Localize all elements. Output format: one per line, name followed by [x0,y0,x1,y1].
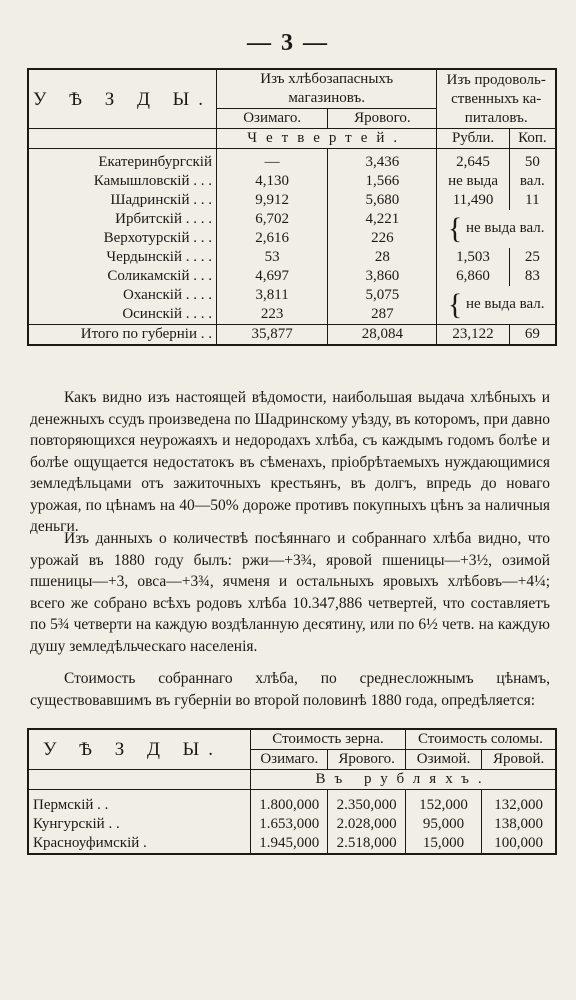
table-row: Екатеринбургскій — 3,436 2,645 50 [28,153,556,172]
column-header-ozim: Озимаго. [217,109,328,129]
paragraph-harvest: Изъ данныхъ о количествѣ посѣяннаго и собраннаго хлѣба видно, что урожай въ 1880 году былъ: ржи—+3¾, яровой пшеницы—+3½, озимой пшеницы—+3, овса—+3¾, ячменя и остальныхъ яровыхъ хлѣбовъ—+4¼; всего же собрано всѣхъ родовъ хлѣба 10.347,886 четвертей, что составляетъ по 5¾ четверти на каждую воздѣланную десятину, или по 6½ четв. на каждую душу земледѣльческаго населенія. [30,530,550,655]
paragraph-cost-intro: Стоимость собраннаго хлѣба, по среднесложнымъ цѣнамъ, существовавшимъ въ губерніи во второй половинѣ 1880 года, опредѣляется: [30,670,550,709]
table-row: Камышловскій . . . 4,130 1,566 не выда вал. [28,172,556,191]
table-row: Шадринскій . . . 9,912 5,680 11,490 11 [28,191,556,210]
unit-chetverti: Четвертей. [217,129,437,149]
column-header-kop: Коп. [509,129,556,149]
column-header-ozim-grain: Озимаго. [251,750,328,770]
column-group-straw-cost: Стоимость соломы. [405,729,556,750]
column-group-grain-cost: Стоимость зерна. [251,729,406,750]
harvest-cost-table [27,728,557,855]
column-group-stores: Изъ хлѣбозапасныхъ магазиновъ. [217,69,437,109]
column-header-yarov-grain: Ярового. [328,750,405,770]
column-header-uezdy: У Ѣ З Д Ы. [28,69,217,129]
column-group-capitals: Изъ продоволь-ственныхъ ка-питаловъ. [437,69,556,129]
column-header-yarov: Ярового. [328,109,437,129]
paragraph-loans: Какъ видно изъ настоящей вѣдомости, наибольшая выдача хлѣбныхъ и денежныхъ ссудъ произведена по Шадринскому уѣзду, въ которомъ, при давно повторяющихся неурожаяхъ и недородахъ хлѣба, съ каждымъ годомъ болѣе и болѣе ощущается недостатокъ въ сѣменахъ, пріобрѣтаемыхъ нуждающимися земледѣльцами отъ зажиточныхъ крестьянъ, въ долгъ, впредь до новаго урожая, по цѣнамъ на 40—50% дороже противъ покупныхъ цѣнъ за наличныя деньги. [30,389,551,535]
table-row: Кунгурскій . . 1.653,000 2.028,000 95,000 138,000 [28,815,556,834]
table-row: Верхотурскій . . . 2,616 226 [28,229,556,248]
table-row: Осинскій . . . . 223 287 [28,305,556,325]
column-header-ozim-straw: Озимой. [405,750,481,770]
table-row: Красноуфимскій . 1.945,000 2.518,000 15,000 100,000 [28,834,556,854]
page-number: — 3 — [247,30,329,56]
table-total-row: Итого по губерніи . . 35,877 28,084 23,122 69 [28,325,556,346]
table-row: Соликамскій . . . 4,697 3,860 6,860 83 [28,267,556,286]
table-row: Оханскій . . . . 3,811 5,075 { не выда вал. [28,286,556,305]
column-header-uezdy-2: У Ѣ З Д Ы. [28,729,251,770]
column-header-rubli: Рубли. [437,129,509,149]
table-row: Пермскій . . 1.800,000 2.350,000 152,000 132,000 [28,796,556,815]
column-header-yarov-straw: Яровой. [482,750,556,770]
unit-rubles: Въ рубляхъ. [251,770,556,790]
table-row: Чердынскій . . . . 53 28 1,503 25 [28,248,556,267]
table-row: Ирбитскій . . . . 6,702 4,221 { не выда вал. [28,210,556,229]
grain-loans-table [27,68,557,346]
